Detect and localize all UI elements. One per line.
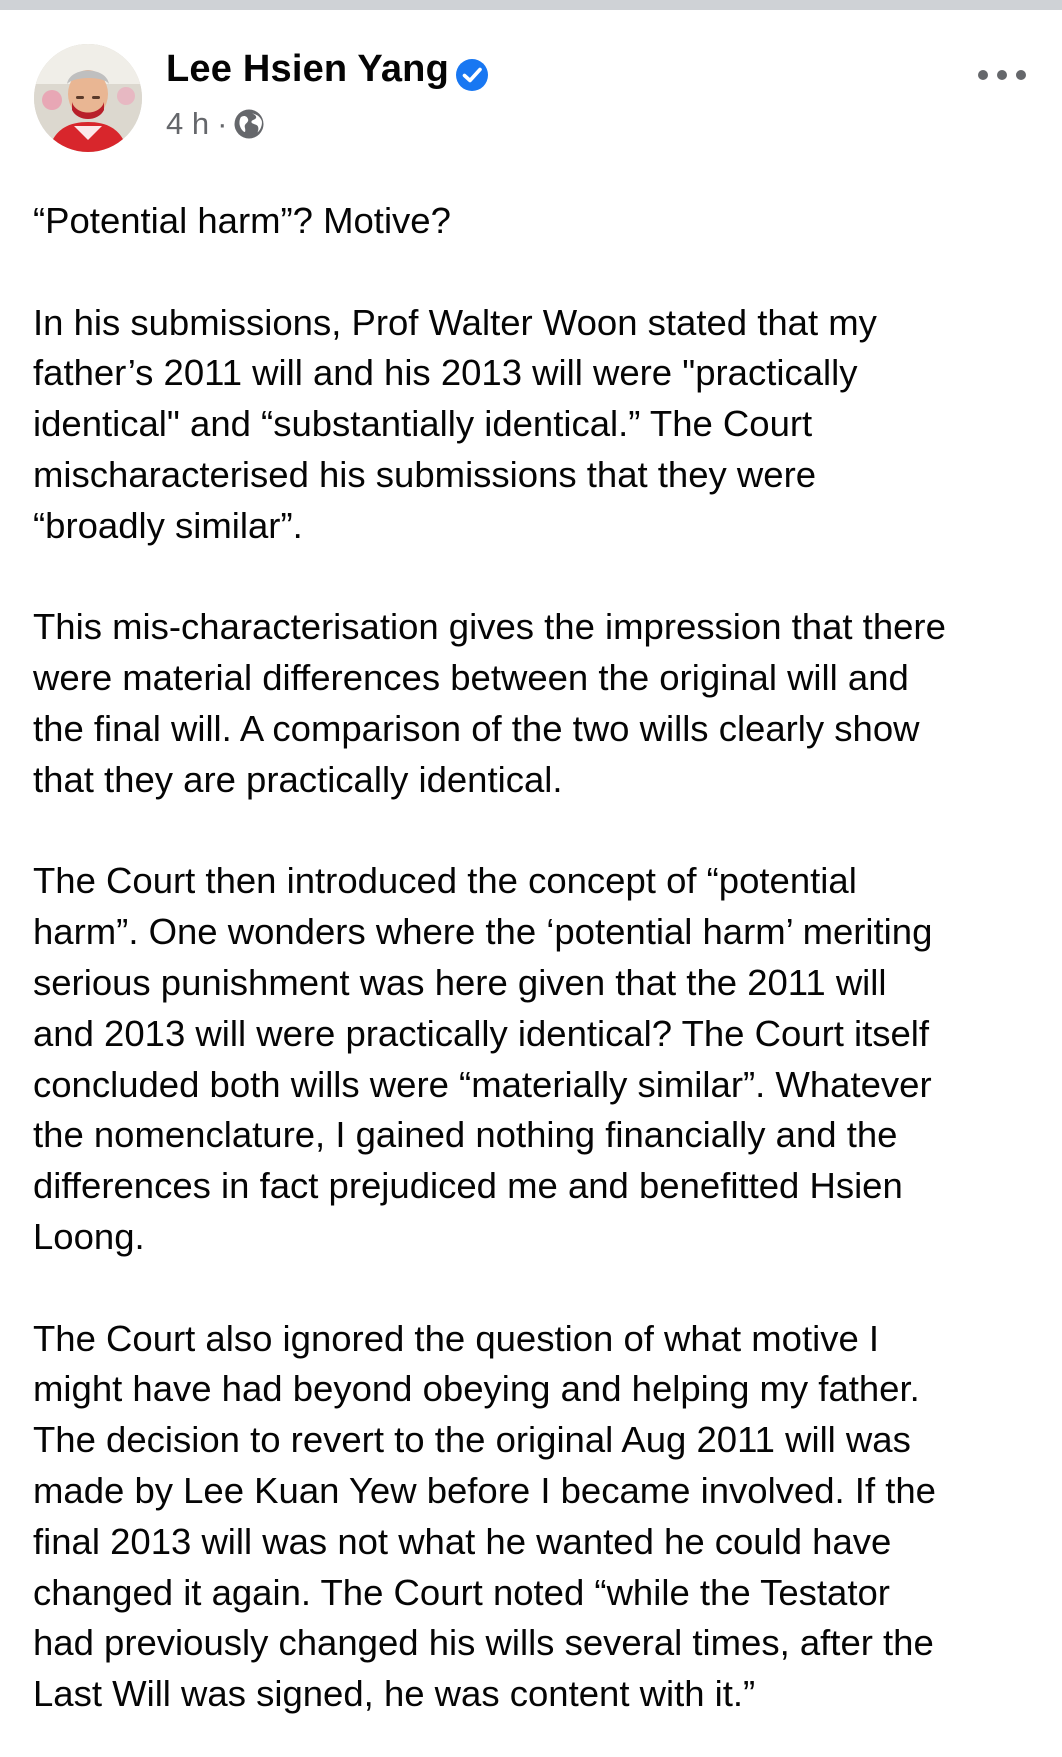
more-options-button[interactable] [978, 54, 1038, 94]
globe-icon[interactable] [233, 108, 265, 140]
avatar[interactable] [34, 44, 142, 152]
post-paragraph: In his submissions, Prof Walter Woon stated that my father’s 2011 will and his 2013 will were "practically identical" and “substantially identical.” The Court mischaracterised his submissions that they were “broadly similar”. [33, 301, 877, 546]
post-timestamp[interactable]: 4 h [166, 105, 210, 141]
post-paragraph: The Court then introduced the concept of “potential harm”. One wonders where the ‘potential harm’ meriting serious punishment was here given that the 2011 will and 2013 will were practically identical? The Court itself concluded both wills were “materially similar”. Whatever the nomenclature, I gained nothing financially and the differences in fact prejudiced me and benefitted Hsien Loong. [33, 860, 933, 1257]
more-dot-icon [1016, 70, 1026, 80]
author-name[interactable]: Lee Hsien Yang [166, 48, 449, 90]
top-separator-strip [0, 0, 1062, 10]
post-text [33, 196, 1053, 1720]
post-paragraph: The Court also ignored the question of what motive I might have had beyond obeying and helping my father. The decision to revert to the original Aug 2011 will was made by Lee Kuan Yew before I became involved. If the final 2013 will was not what he wanted he could have changed it again. The Court noted “while the Testator had previously changed his wills several times, after the Last Will was signed, he was content with it.” [33, 1317, 936, 1715]
facebook-post [0, 10, 1062, 1757]
more-dot-icon [978, 70, 988, 80]
post-paragraph: This mis-characterisation gives the impression that there were material differences between the original will and the final will. A comparison of the two wills clearly show that they are practically identical. [33, 606, 946, 800]
post-meta [166, 102, 265, 142]
post-paragraph: “Potential harm”? Motive? [33, 200, 451, 241]
post-header [0, 10, 1062, 160]
avatar-image [34, 44, 142, 152]
meta-separator: · [217, 105, 228, 141]
verified-badge-icon [455, 58, 489, 92]
more-dot-icon [997, 70, 1007, 80]
